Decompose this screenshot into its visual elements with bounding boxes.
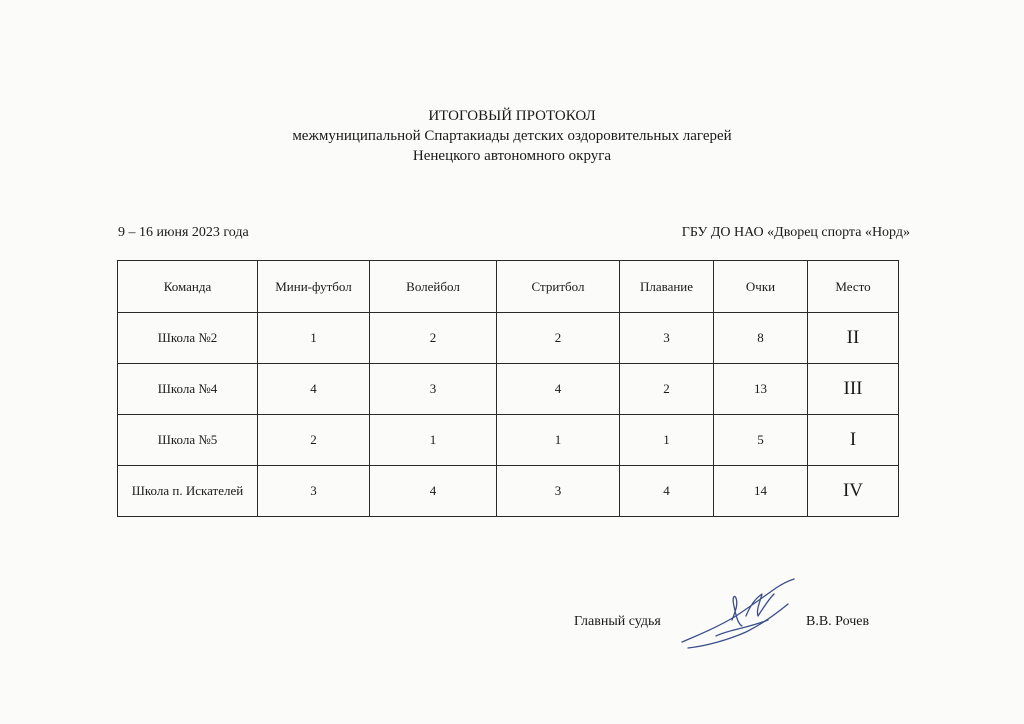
document-subtitle-line1: межмуниципальной Спартакиады детских оздоровительных лагерей [292, 128, 732, 144]
cell-team: Школа №4 [118, 364, 258, 415]
column-header-swimming: Плавание [620, 261, 714, 313]
cell-volleyball: 1 [370, 415, 497, 466]
cell-place: III [808, 364, 899, 415]
cell-streetball: 1 [497, 415, 620, 466]
cell-points: 5 [714, 415, 808, 466]
column-header-volleyball: Волейбол [370, 261, 497, 313]
cell-points: 8 [714, 313, 808, 364]
table-row [118, 364, 899, 415]
cell-swimming: 2 [620, 364, 714, 415]
column-header-place: Место [808, 261, 899, 313]
cell-mini-football: 3 [258, 466, 370, 517]
cell-team: Школа №2 [118, 313, 258, 364]
cell-team: Школа п. Искателей [118, 466, 258, 517]
cell-volleyball: 4 [370, 466, 497, 517]
chief-judge-name: В.В. Рочев [806, 614, 870, 629]
cell-mini-football: 1 [258, 313, 370, 364]
column-header-points: Очки [714, 261, 808, 313]
signature-icon [676, 576, 806, 656]
results-table [117, 260, 899, 517]
cell-points: 14 [714, 466, 808, 517]
cell-volleyball: 3 [370, 364, 497, 415]
column-header-streetball: Стритбол [497, 261, 620, 313]
document-subtitle-line2: Ненецкого автономного округа [412, 148, 612, 164]
cell-swimming: 3 [620, 313, 714, 364]
event-venue: ГБУ ДО НАО «Дворец спорта «Норд» [681, 225, 910, 240]
document-title: ИТОГОВЫЙ ПРОТОКОЛ [428, 108, 596, 124]
cell-streetball: 2 [497, 313, 620, 364]
table-header-row [118, 261, 899, 313]
table-row [118, 313, 899, 364]
column-header-team: Команда [118, 261, 258, 313]
document-header [0, 106, 1024, 166]
cell-points: 13 [714, 364, 808, 415]
cell-place: IV [808, 466, 899, 517]
table-row [118, 415, 899, 466]
column-header-mini-football: Мини-футбол [258, 261, 370, 313]
cell-volleyball: 2 [370, 313, 497, 364]
table-row [118, 466, 899, 517]
cell-team: Школа №5 [118, 415, 258, 466]
chief-judge-label: Главный судья [574, 614, 661, 629]
cell-streetball: 3 [497, 466, 620, 517]
cell-mini-football: 2 [258, 415, 370, 466]
cell-mini-football: 4 [258, 364, 370, 415]
cell-place: II [808, 313, 899, 364]
cell-streetball: 4 [497, 364, 620, 415]
cell-place: I [808, 415, 899, 466]
cell-swimming: 4 [620, 466, 714, 517]
event-dates: 9 – 16 июня 2023 года [118, 225, 249, 240]
cell-swimming: 1 [620, 415, 714, 466]
